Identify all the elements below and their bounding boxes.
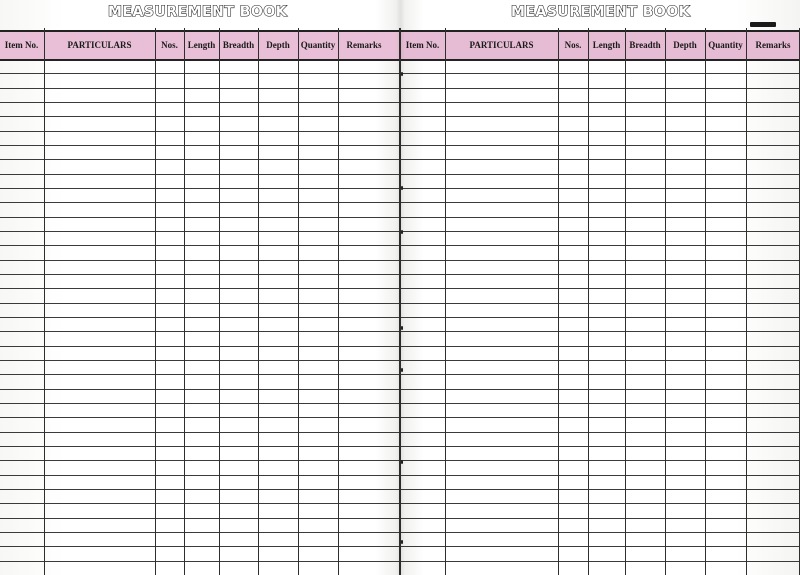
left-column-rule (44, 28, 45, 575)
right-row-rule (400, 288, 800, 289)
right-row-rule (400, 417, 800, 418)
left-header-top-rule (0, 30, 400, 32)
left-row-rule (0, 88, 400, 89)
binding-stitch (401, 540, 403, 544)
right-column-rule (445, 28, 446, 575)
right-col-depth: Depth (673, 40, 697, 50)
right-row-rule (400, 88, 800, 89)
left-row-rule (0, 446, 400, 447)
left-row-rule (0, 116, 400, 117)
left-column-rule (338, 28, 339, 575)
left-row-rule (0, 360, 400, 361)
right-col-particulars: PARTICULARS (469, 40, 534, 50)
left-col-particulars: PARTICULARS (67, 40, 132, 50)
right-row-rule (400, 561, 800, 562)
left-row-rule (0, 174, 400, 175)
publisher-logo (750, 22, 776, 27)
left-column-rule (258, 28, 259, 575)
right-row-rule (400, 102, 800, 103)
right-row-rule (400, 489, 800, 490)
right-page-title: MEASUREMENT BOOK (511, 4, 691, 20)
right-col-length: Length (592, 40, 621, 50)
left-row-rule (0, 460, 400, 461)
left-row-rule (0, 217, 400, 218)
right-row-rule (400, 446, 800, 447)
right-row-rule (400, 546, 800, 547)
left-column-rule (219, 28, 220, 575)
left-row-rule (0, 546, 400, 547)
right-column-rule (625, 28, 626, 575)
right-row-rule (400, 303, 800, 304)
right-row-rule (400, 475, 800, 476)
right-row-rule (400, 174, 800, 175)
left-row-rule (0, 159, 400, 160)
right-ruling (400, 28, 800, 575)
right-row-rule (400, 389, 800, 390)
right-col-remarks: Remarks (755, 40, 791, 50)
binding-gutter (396, 0, 405, 575)
right-row-rule (400, 73, 800, 74)
right-row-rule (400, 317, 800, 318)
left-row-rule (0, 145, 400, 146)
right-row-rule (400, 59, 800, 61)
binding-stitch (401, 72, 403, 76)
left-ruling (0, 28, 400, 575)
left-col-length: Length (187, 40, 216, 50)
right-row-rule (400, 360, 800, 361)
left-row-rule (0, 403, 400, 404)
left-row-rule (0, 561, 400, 562)
right-column-rule (705, 28, 706, 575)
right-col-nos: Nos. (564, 40, 582, 50)
left-row-rule (0, 317, 400, 318)
left-row-rule (0, 288, 400, 289)
left-row-rule (0, 303, 400, 304)
left-row-rule (0, 331, 400, 332)
left-row-rule (0, 59, 400, 61)
left-col-breadth: Breadth (222, 40, 255, 50)
left-row-rule (0, 389, 400, 390)
left-row-rule (0, 260, 400, 261)
left-column-rule (184, 28, 185, 575)
binding-stitch (401, 186, 403, 190)
right-row-rule (400, 159, 800, 160)
right-row-rule (400, 432, 800, 433)
right-col-item-no: Item No. (405, 40, 440, 50)
left-column-rule (298, 28, 299, 575)
right-column-rule (588, 28, 589, 575)
left-column-rule (155, 28, 156, 575)
right-row-rule (400, 460, 800, 461)
left-row-rule (0, 188, 400, 189)
right-row-rule (400, 131, 800, 132)
left-row-rule (0, 489, 400, 490)
left-row-rule (0, 274, 400, 275)
left-row-rule (0, 231, 400, 232)
right-row-rule (400, 202, 800, 203)
right-row-rule (400, 217, 800, 218)
right-col-quantity: Quantity (708, 40, 743, 50)
right-column-rule (558, 28, 559, 575)
left-row-rule (0, 374, 400, 375)
left-row-rule (0, 475, 400, 476)
left-col-remarks: Remarks (346, 40, 382, 50)
left-row-rule (0, 131, 400, 132)
binding-stitch (401, 460, 403, 464)
right-row-rule (400, 503, 800, 504)
right-column-rule (746, 28, 747, 575)
right-row-rule (400, 374, 800, 375)
right-column-rule (665, 28, 666, 575)
right-row-rule (400, 518, 800, 519)
left-col-quantity: Quantity (300, 40, 336, 50)
left-row-rule (0, 503, 400, 504)
right-row-rule (400, 245, 800, 246)
left-row-rule (0, 432, 400, 433)
right-row-rule (400, 116, 800, 117)
left-row-rule (0, 102, 400, 103)
right-row-rule (400, 403, 800, 404)
right-row-rule (400, 260, 800, 261)
left-col-nos: Nos. (161, 40, 178, 50)
right-row-rule (400, 532, 800, 533)
right-row-rule (400, 145, 800, 146)
right-page (400, 0, 800, 575)
right-row-rule (400, 346, 800, 347)
left-col-item-no: Item No. (4, 40, 39, 50)
binding-stitch (401, 368, 403, 372)
left-row-rule (0, 202, 400, 203)
left-row-rule (0, 73, 400, 74)
right-col-breadth: Breadth (629, 40, 661, 50)
right-row-rule (400, 331, 800, 332)
binding-stitch (401, 230, 403, 234)
right-header-top-rule (400, 30, 800, 32)
left-page-title: MEASUREMENT BOOK (108, 4, 288, 20)
left-col-depth: Depth (266, 40, 290, 50)
right-row-rule (400, 231, 800, 232)
right-row-rule (400, 274, 800, 275)
left-row-rule (0, 346, 400, 347)
left-row-rule (0, 417, 400, 418)
left-row-rule (0, 245, 400, 246)
left-row-rule (0, 532, 400, 533)
left-row-rule (0, 518, 400, 519)
binding-stitch (401, 326, 403, 330)
right-row-rule (400, 188, 800, 189)
